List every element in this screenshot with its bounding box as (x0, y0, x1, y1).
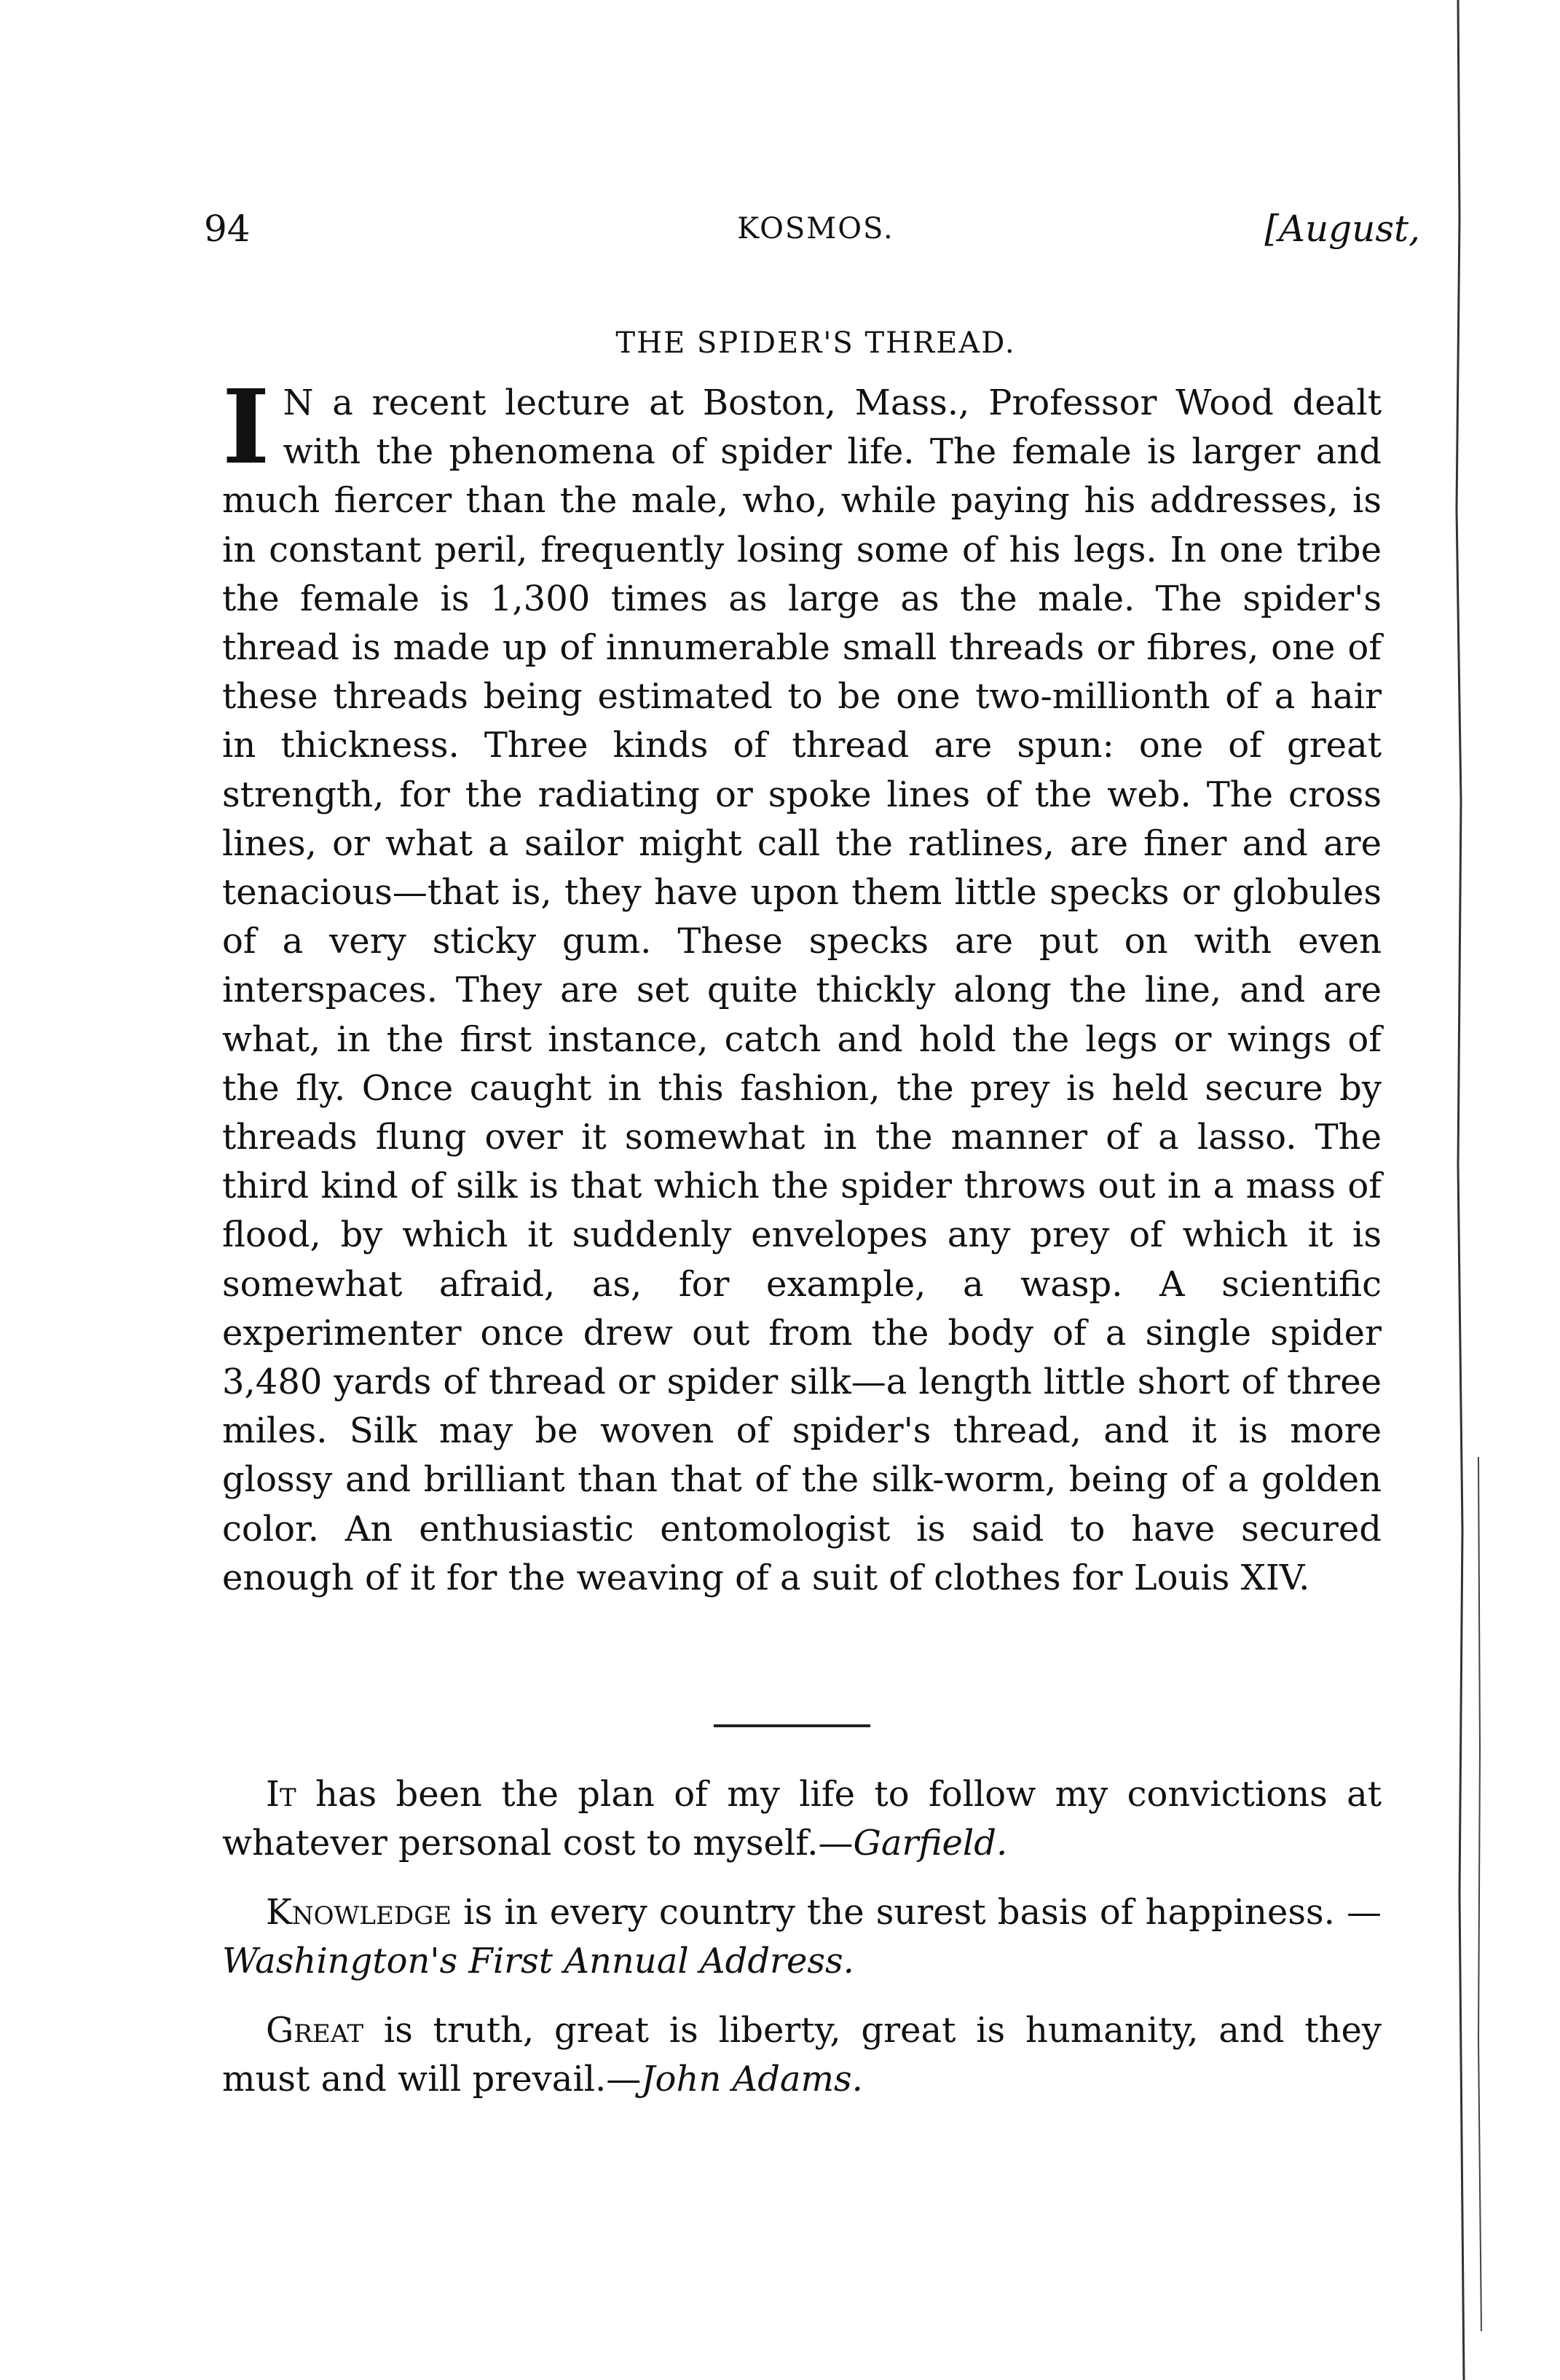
quote-attribution: John Adams. (641, 2059, 863, 2100)
article-title: THE SPIDER'S THREAD. (615, 326, 1016, 360)
quote-lead: Great (266, 2010, 364, 2051)
section-divider (714, 1724, 870, 1727)
quotations (222, 1770, 1382, 2124)
quote-adams (222, 2006, 1382, 2104)
quote-washington (222, 1888, 1382, 1986)
article-text: N a recent lecture at Boston, Mass., Professor Wood dealt with the phenomena of spider life. The female is larger and much fiercer than the male, who, while paying his addresses, is in constant peril, frequently losing some of his legs. In one tribe the female is 1,300 times as large as the male. The spider's thread is made up of innumerable small threads or fibres, one of these threads being estimated to be one two-millionth of a hair in thickness. Three kinds of thread are spun: one of great strength, for the radiating or spoke lines of the web. The cross lines, or what a sailor might call the ratlines, are finer and are tenacious—that is, they have upon them little specks or globules of a very sticky gum. These specks are put on with even interspaces. They are set quite thickly along the line, and are what, in the first instance, catch and hold the legs or wings of the fly. Once caught in this fashion, the prey is held secure by threads flung over it somewhat in the manner of a lasso. The third kind of silk is that which the spider throws out in a mass of flood, by which it suddenly envelopes any prey of which it is somewhat afraid, as, for example, a wasp. A scientific experimenter once drew out from the body of a single spider 3,480 yards of thread or spider silk—a length little short of three miles. Silk may be woven of spider's thread, and it is more glossy and brilliant than that of the silk-worm, being of a golden color. An enthusiastic entomologist is said to have secured enough of it for the weaving of a suit of clothes for Louis XIV. (222, 382, 1382, 1598)
quote-attribution: Washington's First Annual Address. (222, 1941, 854, 1982)
journal-title: KOSMOS. (737, 212, 894, 246)
quote-lead: It (266, 1774, 296, 1815)
issue-month: [August, (1264, 208, 1420, 250)
article-body (222, 368, 1382, 1603)
quote-text: has been the plan of my life to follow my convictions at whatever personal cost to myself.— (222, 1774, 1382, 1863)
quote-text: is in every country the surest basis of happiness. — (452, 1892, 1382, 1933)
page-number: 94 (204, 208, 251, 250)
quote-text: is truth, great is liberty, great is humanity, and they must and will prevail.— (222, 2010, 1382, 2100)
quote-lead: Knowledge (266, 1892, 452, 1933)
scanned-page-edge (1449, 0, 1493, 2380)
quote-garfield (222, 1770, 1382, 1868)
drop-cap: I (222, 368, 270, 487)
running-head (204, 208, 1427, 259)
quote-attribution: Garfield. (853, 1823, 1008, 1863)
